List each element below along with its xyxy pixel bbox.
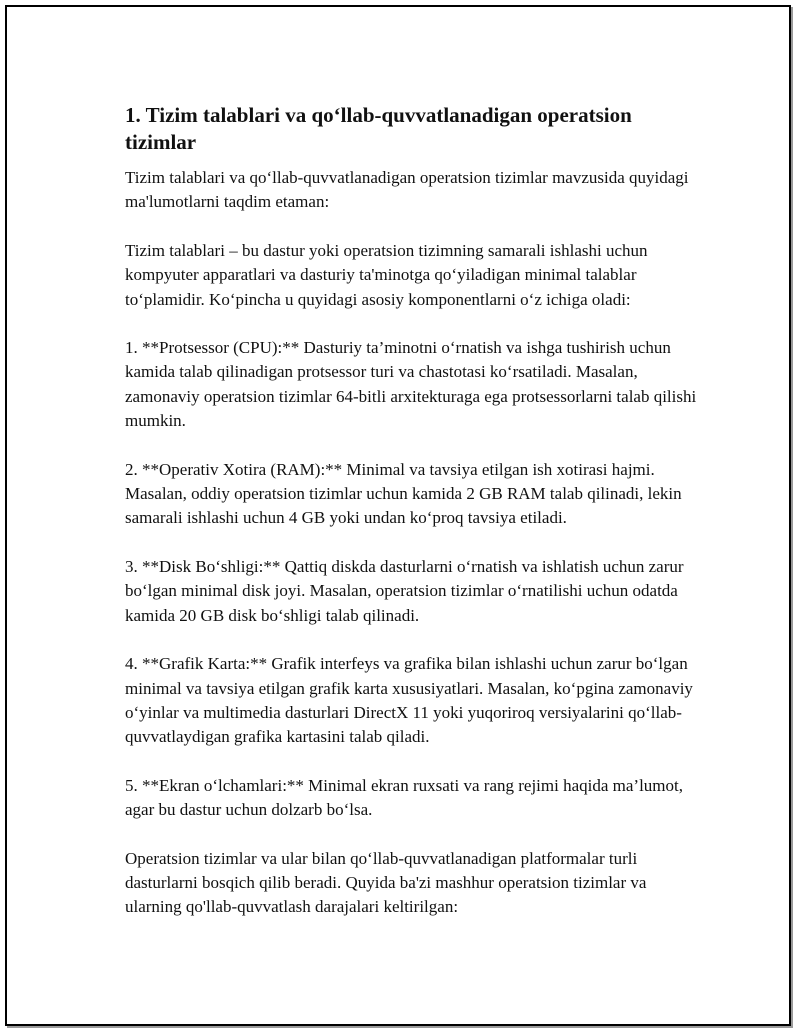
intro-paragraph: Tizim talablari va qo‘llab-quvvatlanadigan operatsion tizimlar mavzusida quyidagi ma'lumotlarni taqdim etaman:	[125, 168, 689, 212]
document-page	[5, 5, 791, 1026]
graphics-card-paragraph: 4. **Grafik Karta:** Grafik interfeys va grafika bilan ishlashi uchun zarur bo‘lgan minimal va tavsiya etilgan grafik karta xususiyatlari. Masalan, ko‘pgina zamonaviy o‘yinlar va multimedia dasturlari DirectX 11 yoki yuqoriroq versiyalarini qo‘llab-quvvatlaydigan grafika kartasini talab qiladi.	[125, 654, 693, 747]
ram-paragraph: 2. **Operativ Xotira (RAM):** Minimal va tavsiya etilgan ish xotirasi hajmi. Masalan, oddiy operatsion tizimlar uchun kamida 2 GB RAM talab qilinadi, lekin samarali ishlashi uchun 4 GB yoki undan ko‘proq tavsiya etiladi.	[125, 459, 682, 528]
operating-systems-paragraph: Operatsion tizimlar va ular bilan qo‘llab-quvvatlanadigan platformalar turli dasturlarni bosqich qilib beradi. Quyida ba'zi mashhur operatsion tizimlar va ularning qo'llab-quvvatlash darajalari keltirilgan:	[125, 848, 647, 917]
document-content	[125, 102, 705, 920]
screen-resolution-paragraph: 5. **Ekran o‘lchamlari:** Minimal ekran ruxsati va rang rejimi haqida ma’lumot, agar bu dastur uchun dolzarb bo‘lsa.	[125, 775, 684, 820]
definition-paragraph: Tizim talablari – bu dastur yoki operatsion tizimning samarali ishlashi uchun kompyuter apparatlari va dasturiy ta'minotga qo‘yiladigan minimal talablar to‘plamidir. Ko‘pincha u quyidagi asosiy komponentlarni o‘z ichiga oladi:	[125, 240, 648, 309]
disk-space-paragraph: 3. **Disk Bo‘shligi:** Qattiq diskda dasturlarni o‘rnatish va ishlatish uchun zarur bo‘lgan minimal disk joyi. Masalan, operatsion tizimlar o‘rnatilishi uchun odatda kamida 20 GB disk bo‘shligi talab qilinadi.	[125, 556, 684, 625]
section-heading: 1. Tizim talablari va qo‘llab-quvvatlanadigan operatsion tizimlar	[125, 103, 632, 154]
cpu-paragraph: 1. **Protsessor (CPU):** Dasturiy ta’minotni o‘rnatish va ishga tushirish uchun kamida talab qilinadigan protsessor turi va chastotasi ko‘rsatiladi. Masalan, zamonaviy operatsion tizimlar 64-bitli arxitekturaga ega protsessorlarni talab qilishi mumkin.	[125, 338, 697, 431]
